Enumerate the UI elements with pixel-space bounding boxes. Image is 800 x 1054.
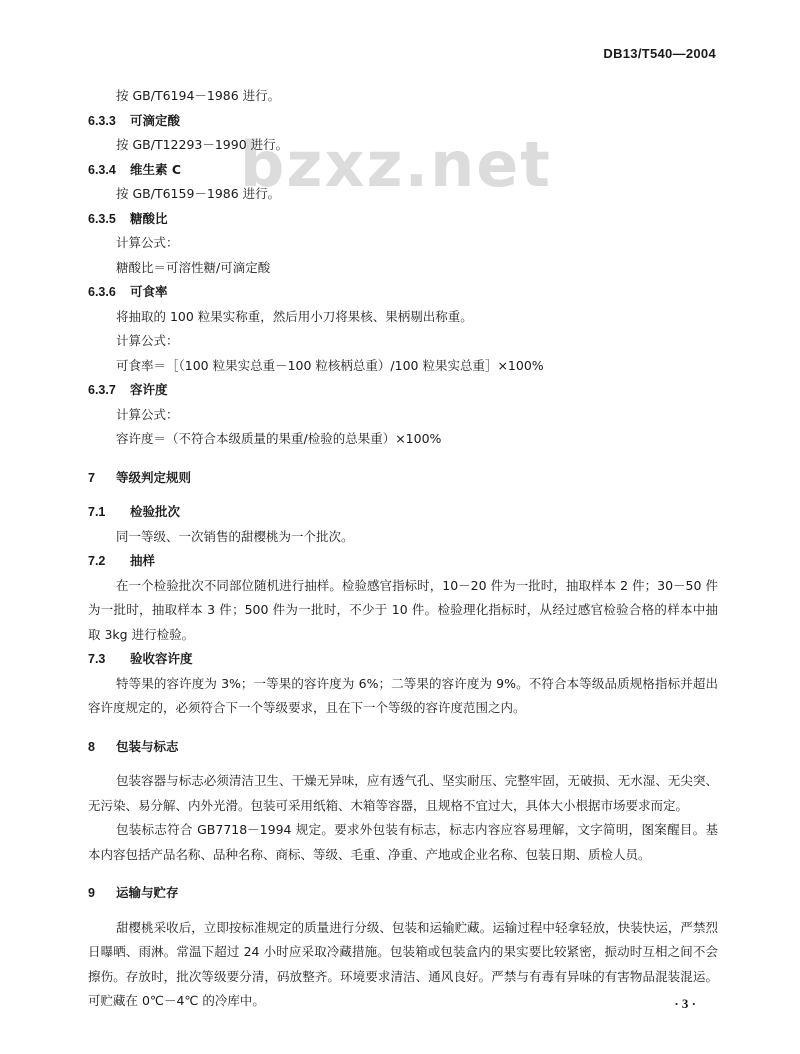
- subsection-heading: [88, 207, 718, 232]
- paragraph: 包装容器与标志必须清洁卫生、干燥无异味，应有透气孔、坚实耐压、完整牢固，无破损、无水湿、无尖突、无污染、易分解、内外光滑。包装可采用纸箱、木箱等容器，且规格不宜过大，具体大小根据市场要求而定。: [88, 773, 718, 813]
- heading-title: 抽样: [130, 553, 156, 568]
- spacer: [88, 490, 718, 500]
- page-number: · 3 ·: [674, 996, 696, 1011]
- heading-number: 6.3.7: [88, 383, 116, 397]
- heading-title: 运输与贮存: [116, 885, 179, 900]
- text-line: 容许度＝（不符合本级质量的果重/检验的总果重）×100%: [116, 431, 442, 446]
- heading-number: 7.2: [88, 554, 106, 568]
- subsection-heading: [88, 109, 718, 134]
- spacer: [88, 721, 718, 731]
- heading-number: 7: [88, 470, 95, 485]
- heading-title: 包装与标志: [116, 738, 179, 754]
- text-line: 按 GB/T6159－1986 进行。: [116, 186, 281, 201]
- standard-code: DB13/T540—2004: [603, 46, 716, 61]
- text-line: 将抽取的 100 粒果实称重，然后用小刀将果核、果柄剔出称重。: [116, 308, 473, 324]
- text-line: 按 GB/T12293－1990 进行。: [116, 137, 289, 152]
- paragraph: 包装标志符合 GB7718－1994 规定。要求外包装有标志，标志内容应容易理解，文字简明，图案醒目。基本内容包括产品名称、品种名称、商标、等级、毛重、净重、产地或企业名称、包装日期、质检人员。: [88, 822, 718, 862]
- heading-title: 糖酸比: [130, 210, 168, 226]
- heading-title: 维生素 C: [130, 161, 182, 177]
- heading-title: 可食率: [130, 284, 168, 299]
- heading-number: 7.1: [88, 505, 106, 519]
- heading-title: 容许度: [130, 382, 168, 397]
- subsection-heading: [88, 647, 718, 672]
- subsection-heading: [88, 378, 718, 403]
- heading-number: 9: [88, 886, 95, 900]
- section-heading: [88, 735, 718, 760]
- heading-title: 可滴定酸: [130, 112, 181, 128]
- spacer: [88, 867, 718, 877]
- watermark: bzxz.net: [240, 128, 552, 201]
- heading-number: 7.3: [88, 652, 106, 666]
- subsection-heading: [88, 158, 718, 183]
- paragraph: 特等果的容许度为 3%；一等果的容许度为 6%；二等果的容许度为 9%。不符合本等级品质规格指标并超出容许度规定的，必须符合下一个等级要求，且在下一个等级的容许度范围之内。: [88, 675, 718, 715]
- heading-title: 检验批次: [130, 504, 181, 519]
- heading-number: 6.3.6: [88, 285, 116, 299]
- heading-number: 6.3.4: [88, 162, 116, 177]
- heading-number: 6.3.5: [88, 211, 116, 226]
- subsection-heading: [88, 280, 718, 305]
- subsection-heading: [88, 500, 718, 525]
- heading-number: 6.3.3: [88, 113, 116, 128]
- subsection-heading: [88, 549, 718, 574]
- paragraph: 同一等级、一次销售的甜樱桃为一个批次。: [116, 528, 354, 544]
- text-line: 糖酸比＝可溶性糖/可滴定酸: [116, 259, 271, 275]
- text-line: 计算公式：: [116, 235, 179, 250]
- document-body: [88, 84, 718, 1014]
- text-line: 按 GB/T6194－1986 进行。: [116, 88, 281, 103]
- heading-title: 等级判定规则: [116, 469, 192, 485]
- spacer: [88, 452, 718, 462]
- spacer: [88, 759, 718, 769]
- paragraph: 甜樱桃采收后，立即按标准规定的质量进行分级、包装和运输贮藏。运输过程中轻拿轻放，快装快运，严禁烈日曝晒、雨淋。常温下超过 24 小时应采取冷藏措施。包装箱或包装盒内的果实要比较紧密，振动时互相之间不会擦伤。存放时，批次等级要分清，码放整齐。环境要求清洁、通风良好。严禁与有毒有异味的有害物品混装混运。可贮藏在 0℃－4℃ 的冷库中。: [88, 919, 718, 1008]
- spacer: [88, 906, 718, 916]
- text-line: 计算公式：: [116, 406, 179, 422]
- paragraph: 在一个检验批次不同部位随机进行抽样。检验感官指标时，10－20 件为一批时，抽取样本 2 件；30－50 件为一批时，抽取样本 3 件；500 件为一批时，不少于 10 件。检验理化指标时，从经过感官检验合格的样本中抽取 3kg 进行检验。: [88, 577, 718, 642]
- heading-number: 8: [88, 739, 95, 754]
- heading-title: 验收容许度: [130, 651, 193, 666]
- section-heading: [88, 881, 718, 906]
- section-heading: [88, 466, 718, 491]
- text-line: 可食率＝［（100 粒果实总重－100 粒核柄总重）/100 粒果实总重］×100%: [116, 357, 544, 373]
- text-line: 计算公式：: [116, 333, 179, 348]
